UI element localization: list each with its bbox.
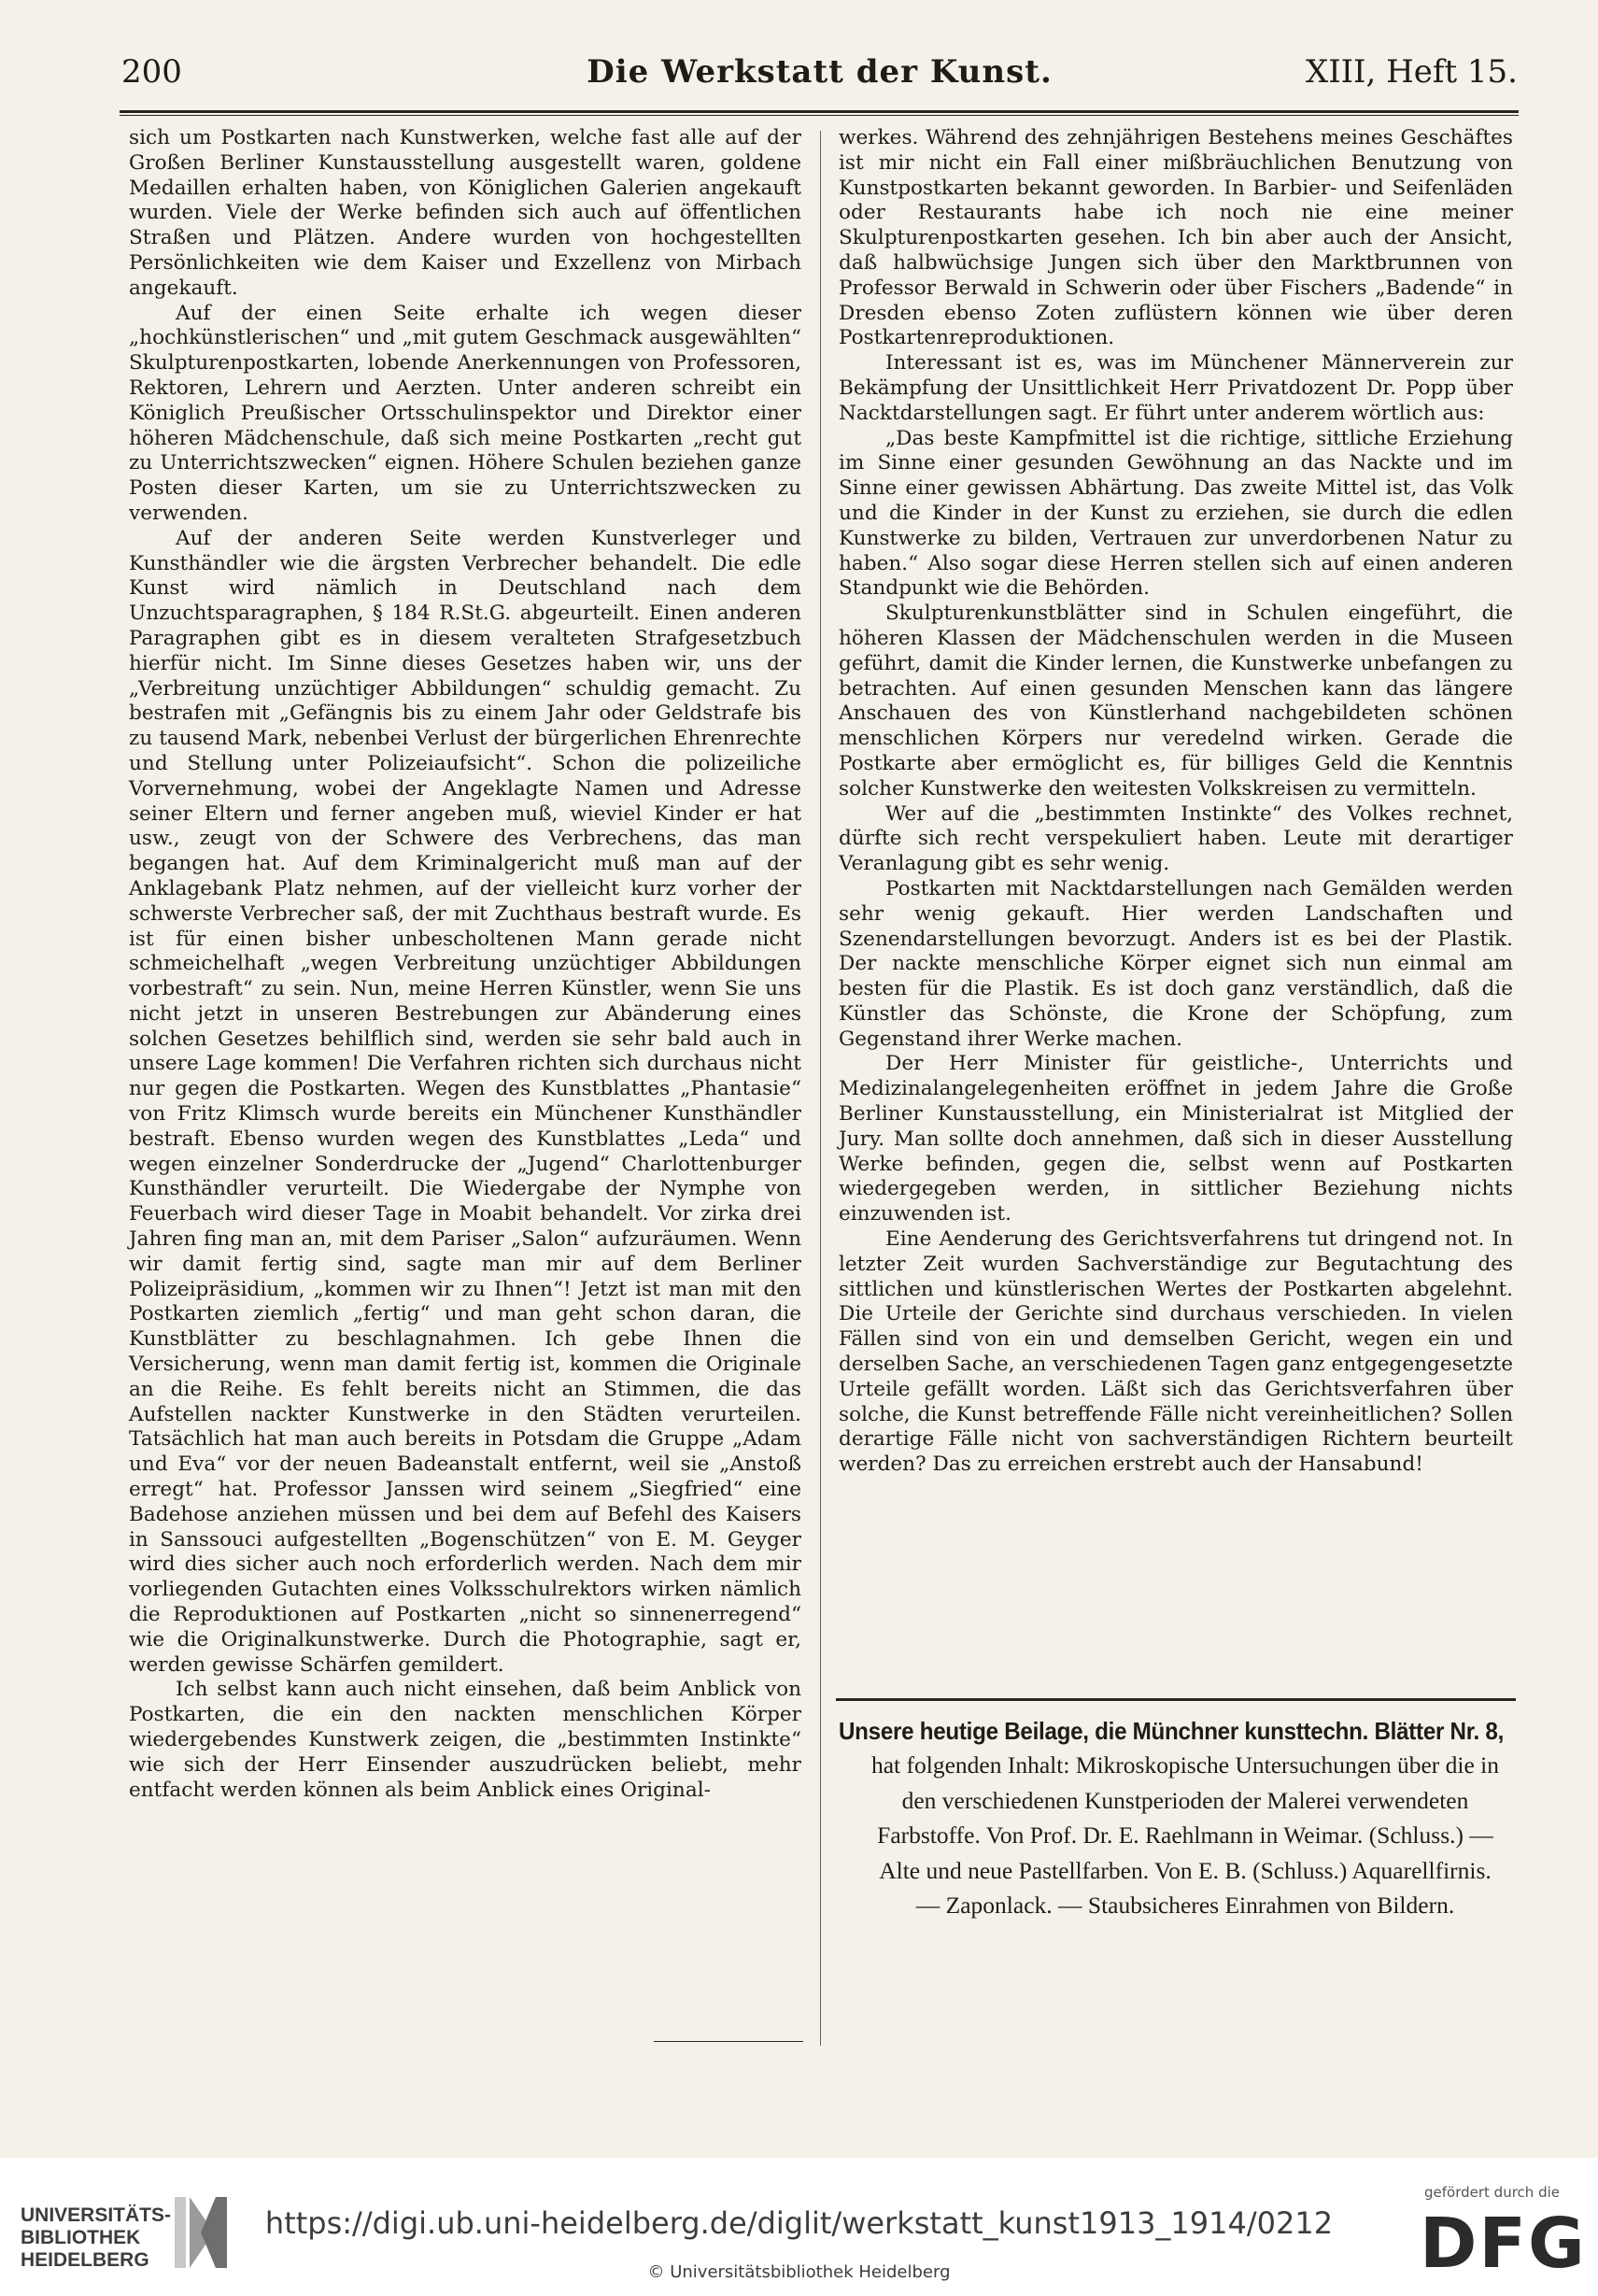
- dfg-logo: DFG: [1420, 2204, 1587, 2284]
- copyright-notice: © Universitätsbibliothek Heidelberg: [647, 2262, 951, 2282]
- quote-paragraph: „Das beste Kampfmittel ist die richtige, sittliche Erziehung im Sinne einer gesunden Gewöhnung an das Nackte und im Sinne einer gewissen Abhärtung. Das zweite Mittel ist, das Volk und die Kinder in der Kunst zu erziehen, sie durch die edlen Kunstwerke zu bilden, Vertrauen zur unverdorbenen Natur zu haben.“ Also sogar diese Herren stellen sich auf einen anderen Standpunkt wie die Behörden.: [839, 426, 1513, 601]
- supplement-notice: [839, 1714, 1513, 1923]
- header-rule: [120, 110, 1519, 116]
- right-column: [839, 126, 1513, 1478]
- paragraph: Eine Aenderung des Gerichtsverfahrens tut dringend not. In letzter Zeit wurden Sachverständige zur Begutachtung des sittlichen und künstlerischen Wertes der Postkarten abgelehnt. Die Urteile der Gerichte sind durchaus verschieden. In vielen Fällen sind von ein und demselben Gericht, wegen ein und derselben Sache, an verschiedenen Tagen ganz entgegengesetzte Urteile gefällt worden. Läßt sich das Gerichtsverfahren über solche, die Kunst betreffende Fälle nicht vereinheitlichen? Sollen derartige Fälle nicht von sachverständigen Richtern beurteilt werden? Das zu erreichen erstrebt auch der Hansabund!: [839, 1227, 1513, 1477]
- supplement-title: Unsere heutige Beilage, die Münchner kunsttechn. Blätter Nr. 8,: [839, 1717, 1505, 1745]
- viewer-footer: [0, 2158, 1598, 2296]
- paragraph: Der Herr Minister für geistliche-, Unterrichts und Medizinalangelegenheiten eröffnet in jedem Jahre die Große Berliner Kunstausstellung, ein Ministerialrat ist Mitglied der Jury. Man sollte doch annehmen, daß sich in dieser Ausstellung Werke befinden, gegen die, selbst wenn auf Postkarten wiedergegeben werden, in sittlicher Beziehung nichts einzuwenden ist.: [839, 1052, 1513, 1226]
- paragraph: sich um Postkarten nach Kunstwerken, welche fast alle auf der Großen Berliner Kunstausstellung ausgestellt waren, goldene Medaillen erhalten haben, von Königlichen Galerien angekauft wurden. Viele der Werke befinden sich auch auf öffentlichen Straßen und Plätzen. Andere wurden von hochgestellten Persönlichkeiten wie dem Kaiser und Exzellenz von Mirbach angekauft.: [129, 126, 801, 300]
- library-name-line: UNIVERSITÄTS-: [21, 2204, 172, 2226]
- journal-title: Die Werkstatt der Kunst.: [587, 53, 1053, 91]
- paragraph: Auf der einen Seite erhalte ich wegen dieser „hochkünstlerischen“ und „mit gutem Geschmack ausgewählten“ Skulpturenpostkarten, lobende Anerkennungen von Professoren, Rektoren, Lehrern und Aerzten. Unter anderen schreibt ein Königlich Preußischer Ortsschulinspektor und Direktor einer höheren Mädchenschule, daß sich meine Postkarten „recht gut zu Unterrichtszwecken“ eignen. Höhere Schulen beziehen ganze Posten dieser Karten, um sie zu Unterrichtszwecken zu verwenden.: [129, 301, 801, 525]
- page-header: [121, 51, 1518, 98]
- end-rule: [654, 2041, 803, 2042]
- paragraph: Ich selbst kann auch nicht einsehen, daß beim Anblick von Postkarten, die ein den nackten menschlichen Körper wiedergebendes Kunstwerk zeigen, die „bestimmten Instinkte“ wie sich der Herr Einsender auszudrücken beliebt, mehr entfacht werden können als beim Anblick eines Original-: [129, 1678, 801, 1802]
- left-column: [129, 126, 801, 1803]
- permalink-url[interactable]: https://digi.ub.uni-heidelberg.de/diglit/werkstatt_kunst1913_1914/0212: [264, 2205, 1334, 2241]
- issue-label: XIII, Heft 15.: [1305, 53, 1518, 91]
- paragraph: Interessant ist es, was im Münchener Männerverein zur Bekämpfung der Unsittlichkeit Herr Privatdozent Dr. Popp über Nacktdarstellungen sagt. Er führt unter anderem wörtlich aus:: [839, 351, 1513, 425]
- library-name-line: HEIDELBERG: [21, 2249, 149, 2271]
- supplement-body: hat folgenden Inhalt: Mikroskopische Untersuchungen über die in den verschiedenen Kunstperioden der Malerei verwendeten Farbstoffe. Von Prof. Dr. E. Raehlmann in Weimar. (Schluss.) — Alte und neue Pastellfarben. Von E. B. (Schluss.) Aquarellfirnis. — Zaponlack. — Staubsicheres Einrahmen von Bildern.: [870, 1751, 1500, 1919]
- column-divider: [820, 131, 821, 2046]
- supplement-rule: [836, 1698, 1516, 1701]
- page-number: 200: [121, 53, 182, 91]
- funding-label: gefördert durch die: [1424, 2184, 1560, 2201]
- paragraph: Auf der anderen Seite werden Kunstverleger und Kunsthändler wie die ärgsten Verbrecher behandelt. Die edle Kunst wird nämlich in Deutschland nach dem Unzuchtsparagraphen, § 184 R.St.G. abgeurteilt. Einen anderen Paragraphen gibt es in diesem veralteten Strafgesetzbuch hierfür nicht. Im Sinne dieses Gesetzes haben wir, uns der „Verbreitung unzüchtiger Abbildungen“ schuldig gemacht. Zu bestrafen mit „Gefängnis bis zu einem Jahr oder Geldstrafe bis zu tausend Mark, nebenbei Verlust der bürgerlichen Ehrenrechte und Stellung unter Polizeiaufsicht“. Schon die polizeiliche Vorvernehmung, wobei der Angeklagte Namen und Adresse seiner Eltern und ferner angeben muß, wieviel Kinder er hat usw., zeugt von der Schwere des Verbrechens, das man begangen hat. Auf dem Kriminalgericht muß man auf der Anklagebank Platz nehmen, auf der vielleicht kurz vorher der schwerste Verbrecher saß, der mit Zuchthaus bestraft wurde. Es ist für einen bisher unbescholtenen Mann gerade nicht schmeichelhaft „wegen Verbreitung unzüchtiger Abbildungen vorbestraft“ zu sein. Nun, meine Herren Künstler, wenn Sie uns nicht jetzt in unseren Bestrebungen zur Abänderung eines solchen Gesetzes behilflich sind, werden sie sehr bald auch in unsere Lage kommen! Die Verfahren richten sich durchaus nicht nur gegen die Postkarten. Wegen des Kunstblattes „Phantasie“ von Fritz Klimsch wurde bereits ein Münchener Kunsthändler bestraft. Ebenso wurden wegen des Kunstblattes „Leda“ und wegen einzelner Sonderdrucke der „Jugend“ Charlottenburger Kunsthändler verurteilt. Die Wiedergabe der Nymphe von Feuerbach wird dieser Tage in Moabit behandelt. Vor zirka drei Jahren fing man an, mit dem Pariser „Salon“ aufzuräumen. Wenn wir damit fertig sind, sagte man mir auf dem Berliner Polizeipräsidium, „kommen wir zu Ihnen“! Jetzt ist man mit den Postkarten ziemlich „fertig“ und man geht schon daran, die Kunstblätter zu beschlagnahmen. Ich gebe Ihnen die Versicherung, wenn man damit fertig ist, kommen die Originale an die Reihe. Es fehlt bereits nicht an Stimmen, die das Aufstellen nackter Kunstwerke in den Städten verurteilen. Tatsächlich hat man auch bereits in Potsdam die Gruppe „Adam und Eva“ vor der neuen Badeanstalt entfernt, weil sie „Anstoß erregt“ hat. Professor Janssen wird seinem „Siegfried“ eine Badehose anziehen müssen und bei dem auf Befehl des Kaisers in Sanssouci aufgestellten „Bogenschützen“ von E. M. Geyger wird dies sicher auch noch erforderlich werden. Nach dem mir vorliegenden Gutachten eines Volksschulrektors wirken nämlich die Reproduktionen auf Postkarten „nicht so sinnenerregend“ wie die Originalkunstwerke. Durch die Photographie, sagt er, werden gewisse Schärfen gemildert.: [129, 526, 801, 1677]
- library-name-line: BIBLIOTHEK: [21, 2227, 141, 2248]
- paragraph: Wer auf die „bestimmten Instinkte“ des Volkes rechnet, dürfte sich recht verspekuliert haben. Leute mit derartiger Veranlagung gibt es sehr wenig.: [839, 801, 1513, 876]
- paragraph: werkes. Während des zehnjährigen Bestehens meines Geschäftes ist mir nicht ein Fall einer mißbräuchlichen Benutzung von Kunstpostkarten bekannt geworden. In Barbier- und Seifenläden oder Restaurants habe ich noch nie eine meiner Skulpturenpostkarten gesehen. Ich bin aber auch der Ansicht, daß halbwüchsige Jungen sich über den Marktbrunnen von Professor Berwald in Schwerin oder über Fischers „Badende“ in Dresden ebenso Zoten zuflüstern können wie über deren Postkartenreproduktionen.: [839, 126, 1513, 350]
- paragraph: Postkarten mit Nacktdarstellungen nach Gemälden werden sehr wenig gekauft. Hier werden Landschaften und Szenendarstellungen bevorzugt. Anders ist es bei der Plastik. Der nackte menschliche Körper eignet sich nun einmal am besten für die Plastik. Es ist doch ganz verständlich, daß die Künstler das Schönste, die Krone der Schöpfung, zum Gegenstand ihrer Werke machen.: [839, 876, 1513, 1051]
- paragraph: Skulpturenkunstblätter sind in Schulen eingeführt, die höheren Klassen der Mädchenschulen werden in die Museen geführt, damit die Kinder lernen, die Kunstwerke unbefangen zu betrachten. Auf einen gesunden Menschen kann das längere Anschauen des von Künstlerhand nachgebildeten schönen menschlichen Körpers nur veredelnd wirken. Gerade die Postkarte aber ermöglicht es, für billiges Geld die Kenntnis solcher Kunstwerke den weitesten Volkskreisen zu vermitteln.: [839, 602, 1513, 801]
